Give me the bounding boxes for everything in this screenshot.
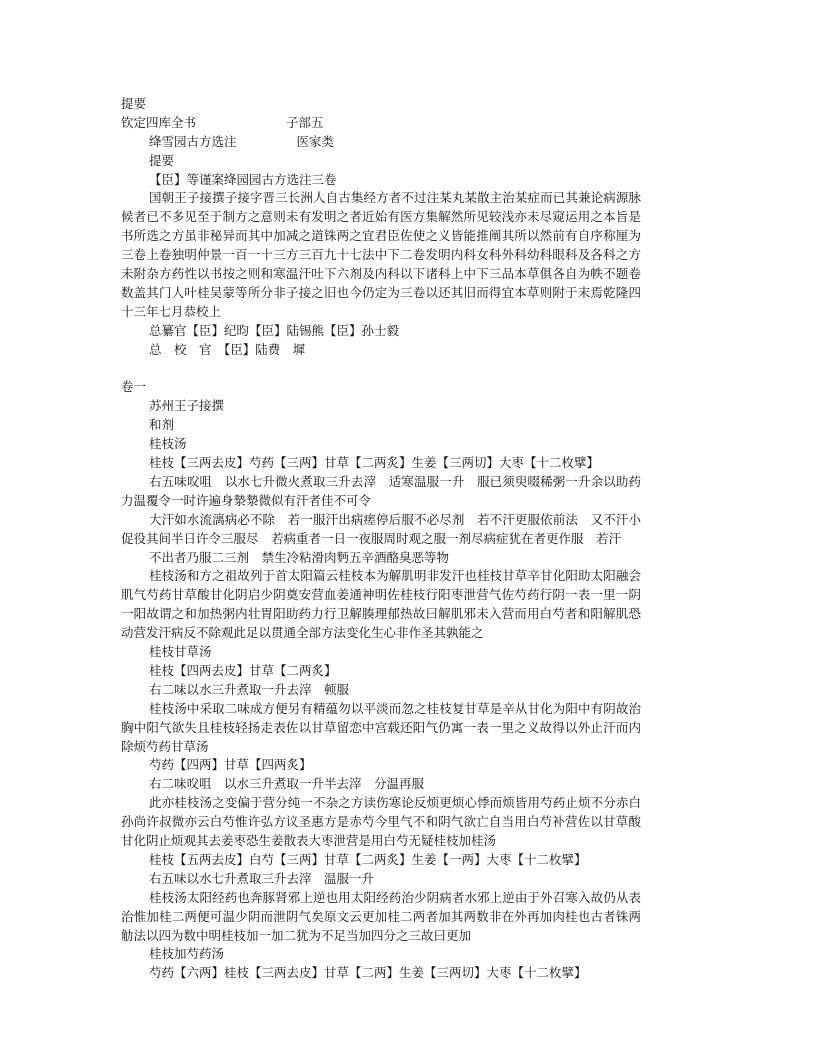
book-section: 子部五 bbox=[286, 114, 324, 130]
work-title: 绛雪园古方选注 bbox=[149, 133, 237, 149]
category-heading: 和剂 bbox=[149, 417, 175, 433]
author-line: 苏州王子接撰 bbox=[149, 398, 225, 414]
formula-recipe: 桂枝【五两去皮】白芍【三两】甘草【二两炙】生姜【一两】大枣【十二枚擘】 bbox=[149, 851, 587, 867]
officials-line-2: 总 校 官 【臣】陆费 墀 bbox=[149, 341, 306, 357]
formula-title: 桂枝汤 bbox=[149, 436, 187, 452]
formula-commentary: 桂枝汤太阳经药也奔豚肾邪上逆也用太阳经药治少阴病者水邪上逆由于外召寒入故仍从表治惟加桂二两便可温少阴而泄阴气矣原文云更加桂二两者加其两数非在外再加肉桂也古者铢两觔法以四为数中明桂枝加一加二犹为不足当加四分之三故曰更加 bbox=[121, 889, 641, 943]
volume-heading: 卷一 bbox=[121, 379, 147, 395]
work-category: 医家类 bbox=[296, 133, 335, 149]
formula-commentary: 此亦桂枝汤之变偏于营分纯一不杂之方读伤寒论反烦更烦心悸而烦皆用芍药止烦不分赤白孙尚许叔微亦云白芍惟许弘方议圣惠方是赤芍今里气不和阴气欲亡自当用白芍补营佐以甘草酸甘化阴止烦观其去姜枣恐生姜散表大枣泄营是用白芍无疑桂枝加桂汤 bbox=[121, 795, 641, 849]
work-line bbox=[121, 133, 641, 152]
formula-title: 桂枝加芍药汤 bbox=[149, 946, 225, 962]
formula-usage: 右二味以水三升煮取一升去滓 顿服 bbox=[149, 681, 350, 697]
formula-recipe: 桂枝【四两去皮】甘草【二两炙】 bbox=[149, 662, 337, 678]
heading-tiyao: 提要 bbox=[121, 96, 147, 111]
book-line bbox=[121, 114, 641, 133]
preface-body: 国朝王子接撰子接字晋三长洲人自古集经方者不过注某丸某散主治某症而已其兼论病源脉候者已不多见至于制方之意则未有发明之者近始有医方集解然所见较浅亦未尽窥运用之本旨是书所选之方虽非秘异而其中加减之道铢两之宜君臣佐使之义皆能推阐其所以然前有自序称厘为三卷上卷独明仲景一百一十三方三百九十七法中下二卷发明内科女科外科幼科眼科及各科之方未附杂方药性以书按之则和寒温汗吐下六剂及内科以下诸科上中下三品本草俱各自为帙不题卷数盖其门人叶桂吴蒙等所分非子接之旧也今仍定为三卷以还其旧而得宜本草则附于末焉乾隆四十三年七月恭校上 bbox=[121, 190, 641, 319]
heading-tiyao-2: 提要 bbox=[149, 152, 175, 168]
formula-usage: 右五味以水七升煮取三升去滓 温服一升 bbox=[149, 870, 375, 886]
formula-title: 桂枝甘草汤 bbox=[149, 644, 212, 660]
formula-usage: 右二味㕮咀 以水三升煮取一升半去滓 分温再服 bbox=[149, 776, 425, 792]
document-body bbox=[121, 95, 641, 983]
formula-usage: 不出者乃服二三剂 禁生冷粘滑肉麪五辛酒酪臭恶等物 bbox=[149, 549, 450, 565]
formula-recipe: 芍药【四两】甘草【四两炙】 bbox=[149, 757, 312, 773]
formula-usage: 大汗如水流漓病必不除 若一服汗出病瘥停后服不必尽剂 若不汗更服依前法 又不汗小促役其间半日许令三服尽 若病重者一日一夜服周时观之服一剂尽病症犹在者更作服 若汗 bbox=[121, 511, 641, 546]
formula-commentary: 桂枝汤中采取二味成方便另有精蕴勿以平淡而忽之桂枝复甘草是辛从甘化为阳中有阴故治胸中阳气欲失且桂枝轻扬走表佐以甘草留恋中宫载还阳气仍寓一表一里之义故得以外止汗而内除烦芍药甘草汤 bbox=[121, 700, 641, 754]
spacer bbox=[121, 360, 641, 379]
book-title: 钦定四库全书 bbox=[121, 114, 197, 130]
officials-line-1: 总纂官【臣】纪昀【臣】陆锡熊【臣】孙士毅 bbox=[149, 322, 400, 338]
formula-recipe: 桂枝【三两去皮】芍药【三两】甘草【二两炙】生姜【三两切】大枣【十二枚擘】 bbox=[149, 455, 600, 471]
preface-intro: 【臣】等谨案绛园园古方选注三卷 bbox=[149, 171, 337, 187]
formula-commentary: 桂枝汤和方之祖故列于首太阳篇云桂枝本为解肌明非发汗也桂枝甘草辛甘化阳助太阳融会肌气芍药甘草酸甘化阴启少阴奠安营血姜通神明佐桂枝行阳枣泄营气佐芍药行阴一表一里一阴一阳故谓之和加热粥内壮胃阳助药力行卫解腠理郁热故曰解肌邪未入营而用白芍者和阳解肌恐动营发汗病反不除观此足以贯通全部方法变化生心非作圣其孰能之 bbox=[121, 568, 641, 641]
formula-usage: 右五味㕮咀 以水七升微火煮取三升去滓 适寒温服一升 服已须臾啜稀粥一升余以助药力温覆令一时许遍身漐漐微似有汗者佳不可令 bbox=[121, 473, 641, 508]
formula-recipe: 芍药【六两】桂枝【三两去皮】甘草【二两】生姜【三两切】大枣【十二枚擘】 bbox=[149, 965, 587, 981]
